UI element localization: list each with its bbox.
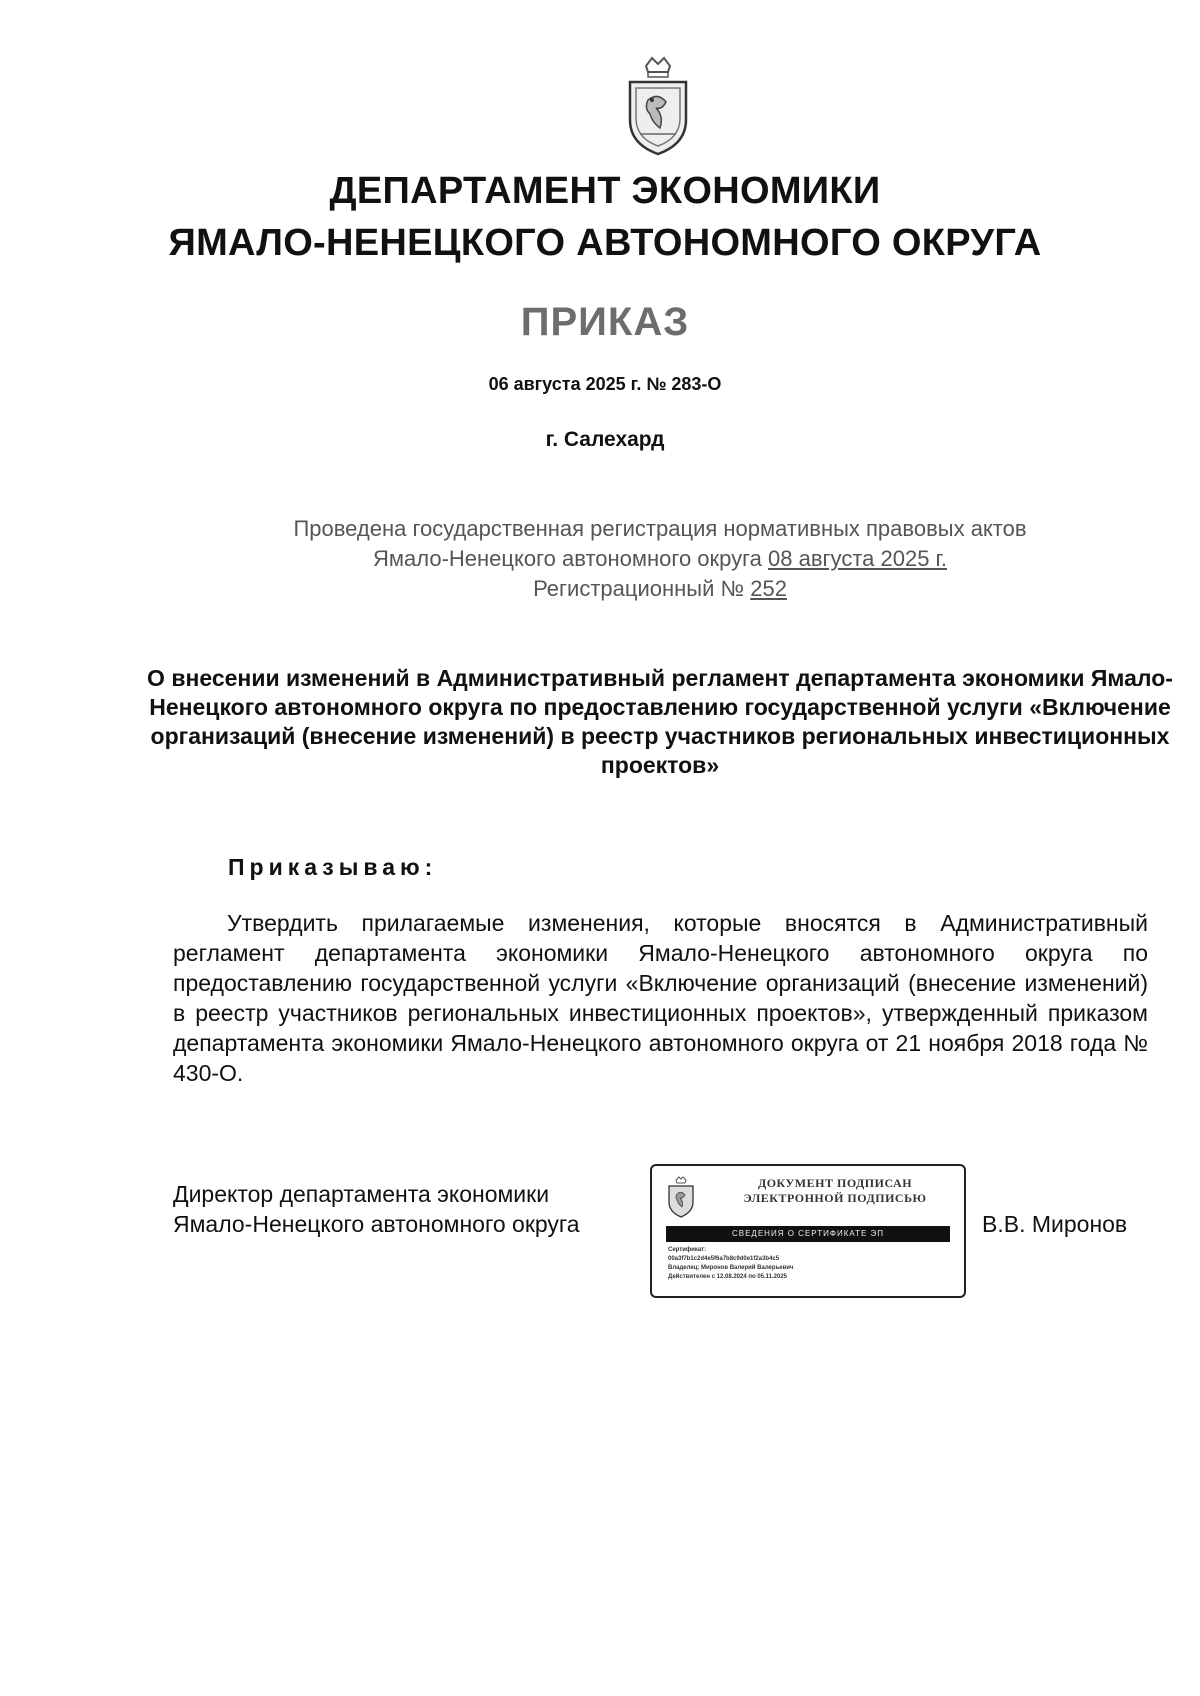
stamp-header-line-1: ДОКУМЕНТ ПОДПИСАН xyxy=(757,1176,913,1190)
order-body: Утвердить прилагаемые изменения, которые вносятся в Административный регламент департамента экономики Ямало-Ненецкого автономного округа по предоставлению государственной услуги «Включение организаций (внесение изменений) в реестр участников региональных инвестиционных проектов», утвержденный приказом департамента экономики Ямало-Ненецкого автономного округа от 21 ноября 2018 года № 430-О. xyxy=(173,910,1148,1086)
stamp-header-line-2: ЭЛЕКТРОННОЙ ПОДПИСЬЮ xyxy=(743,1191,927,1205)
registration-line-2-text: Ямало-Ненецкого автономного округа xyxy=(373,546,769,571)
registration-number-label: Регистрационный № xyxy=(533,576,751,601)
decree-word: Приказываю: xyxy=(228,854,438,880)
coat-of-arms-icon xyxy=(622,56,694,158)
signer-position-line-1: Директор департамента экономики xyxy=(173,1181,550,1207)
stamp-certificate-owner: Владелец: Миронов Валерий Валерьевич xyxy=(668,1265,794,1271)
registration-number: 252 xyxy=(750,576,787,601)
stamp-certificate-validity: Действителен с 12.08.2024 по 05.11.2025 xyxy=(668,1274,788,1280)
registration-note xyxy=(150,514,1170,604)
order-date-number: 06 августа 2025 г. № 283-О xyxy=(488,374,722,394)
stamp-coat-of-arms-icon xyxy=(666,1176,696,1218)
stamp-certificate-serial: 00a3f7b1c2d4e5f6a7b8c9d0e1f2a3b4c5 xyxy=(668,1256,780,1262)
registration-line-2 xyxy=(150,544,1170,574)
signer-name: В.В. Миронов xyxy=(982,1211,1128,1237)
department-title-line-1: ДЕПАРТАМЕНТ ЭКОНОМИКИ xyxy=(329,170,881,212)
order-city: г. Салехард xyxy=(545,428,665,451)
department-title xyxy=(0,165,1200,269)
order-title: ПРИКАЗ xyxy=(520,300,690,344)
signer-position xyxy=(173,1179,580,1239)
signer-position-line-2: Ямало-Ненецкого автономного округа xyxy=(173,1211,580,1237)
registration-line-3 xyxy=(150,574,1170,604)
registration-line-1: Проведена государственная регистрация нормативных правовых актов xyxy=(293,516,1027,541)
electronic-signature-stamp xyxy=(650,1164,966,1298)
registration-date: 08 августа 2025 г. xyxy=(768,546,947,571)
stamp-certificate-bar: СВЕДЕНИЯ О СЕРТИФИКАТЕ ЭП xyxy=(666,1226,950,1242)
department-title-line-2: ЯМАЛО-НЕНЕЦКОГО АВТОНОМНОГО ОКРУГА xyxy=(168,222,1042,264)
stamp-header xyxy=(712,1176,958,1206)
stamp-certificate-label: Сертификат: xyxy=(668,1247,707,1253)
order-subject: О внесении изменений в Административный регламент департамента экономики Ямало-Ненецкого автономного округа по предоставлению государственной услуги «Включение организаций (внесение изменений) в реестр участников региональных инвестиционных проектов» xyxy=(147,665,1173,778)
